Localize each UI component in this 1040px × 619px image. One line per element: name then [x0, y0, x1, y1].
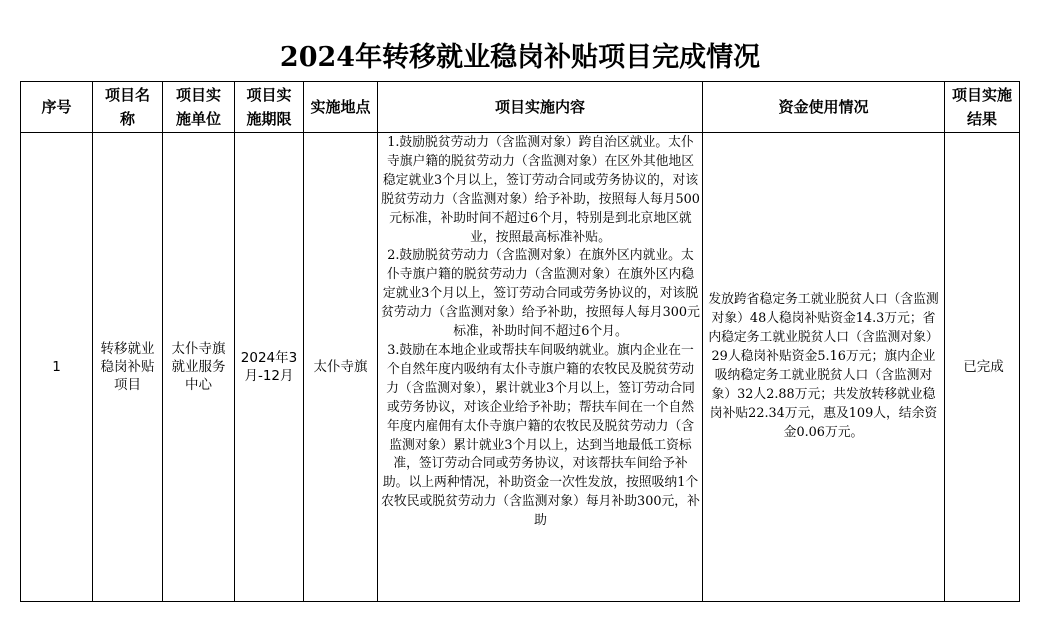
header-result: 项目实施结果 — [945, 82, 1020, 133]
table-header-row — [21, 82, 1020, 133]
cell-unit: 太仆寺旗就业服务中心 — [163, 133, 235, 602]
cell-content — [378, 133, 703, 602]
cell-period: 2024年3月-12月 — [235, 133, 304, 602]
cell-project-name: 转移就业稳岗补贴项目 — [93, 133, 163, 602]
cell-index: 1 — [21, 133, 93, 602]
cell-funds: 发放跨省稳定务工就业脱贫人口（含监测对象）48人稳岗补贴资金14.3万元；省内稳定务工就业脱贫人口（含监测对象）29人稳岗补贴资金5.16万元；旗内企业吸纳稳定务工就业脱贫人口（含监测对象）32人2.88万元；共发放转移就业稳岗补贴22.34万元，惠及109人，结余资金0.06万元。 — [703, 133, 945, 602]
project-table — [20, 81, 1020, 602]
content-item-1: 1.鼓励脱贫劳动力（含监测对象）跨自治区就业。太仆寺旗户籍的脱贫劳动力（含监测对象）在区外其他地区稳定就业3个月以上，签订劳动合同或劳务协议的，对该脱贫劳动力（含监测对象）给予补助，按照每人每月500元标准，补助时间不超过6个月，特别是到北京地区就业，按照最高标准补贴。 — [381, 135, 700, 245]
header-period: 项目实施期限 — [235, 82, 304, 133]
header-unit: 项目实施单位 — [163, 82, 235, 133]
header-content: 项目实施内容 — [378, 82, 703, 133]
header-project-name: 项目名称 — [93, 82, 163, 133]
content-item-3: 3.鼓励在本地企业或帮扶车间吸纳就业。旗内企业在一个自然年度内吸纳有太仆寺旗户籍的农牧民及脱贫劳动力（含监测对象），累计就业3个月以上，签订劳动合同或劳务协议，对该企业给予补助；帮扶车间在一个自然年度内雇佣有太仆寺旗户籍的农牧民及脱贫劳动力（含监测对象）累计就业3个月以上，达到当地最低工资标准，签订劳动合同或劳务协议，对该帮扶车间给予补助。以上两种情况，补助资金一次性发放，按照吸纳1个农牧民或脱贫劳动力（含监测对象）每月补助300元，补助 — [381, 342, 700, 529]
table-row — [21, 133, 1020, 602]
header-index: 序号 — [21, 82, 93, 133]
document-title: 2024年转移就业稳岗补贴项目完成情况 — [279, 42, 761, 73]
content-item-2: 2.鼓励脱贫劳动力（含监测对象）在旗外区内就业。太仆寺旗户籍的脱贫劳动力（含监测对象）在旗外区内稳定就业3个月以上，签订劳动合同或劳务协议的，对该脱贫劳动力（含监测对象）给予补助，按照每人每月300元标准，补助时间不超过6个月。 — [381, 248, 700, 340]
cell-location: 太仆寺旗 — [304, 133, 378, 602]
header-funds: 资金使用情况 — [703, 82, 945, 133]
header-location: 实施地点 — [304, 82, 378, 133]
cell-result: 已完成 — [945, 133, 1020, 602]
